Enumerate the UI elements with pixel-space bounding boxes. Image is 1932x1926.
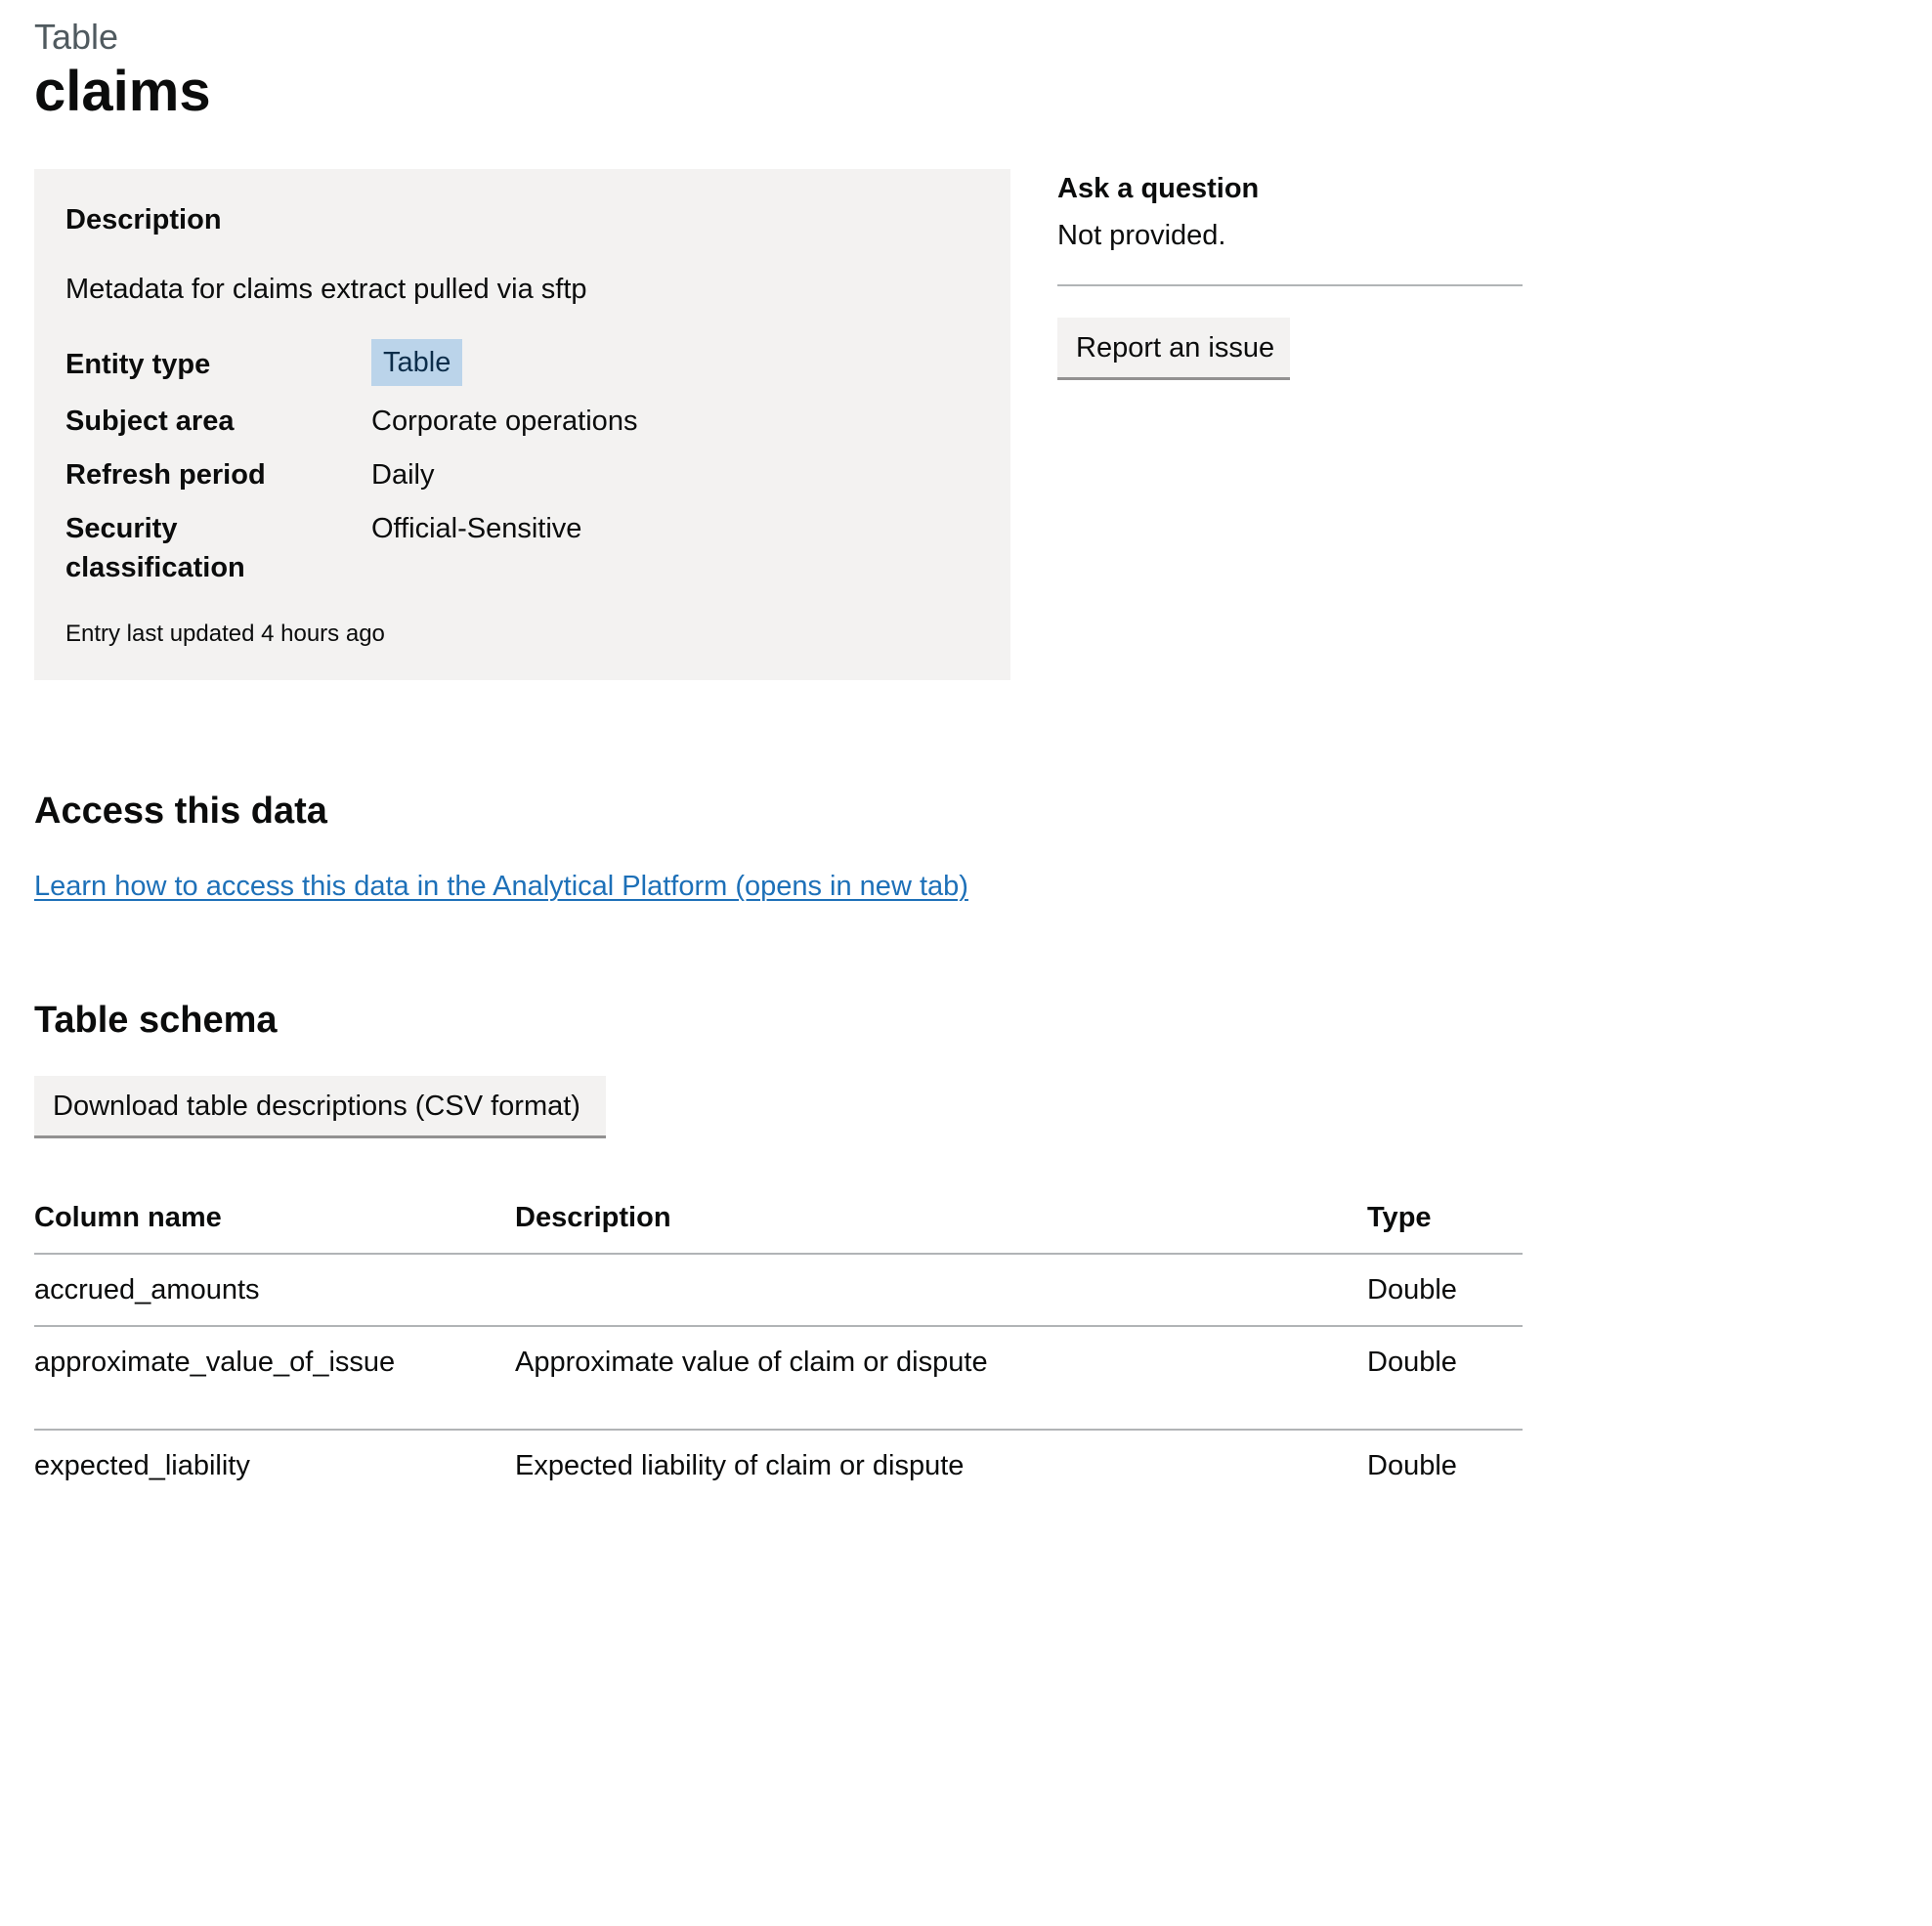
access-heading: Access this data bbox=[34, 791, 327, 832]
access-data-link[interactable]: Learn how to access this data in the Analytical Platform (opens in new tab) bbox=[34, 871, 968, 902]
cell-type: Double bbox=[1367, 1450, 1457, 1481]
download-csv-button[interactable]: Download table descriptions (CSV format) bbox=[34, 1076, 606, 1135]
sidebar-divider bbox=[1057, 284, 1523, 286]
cell-type: Double bbox=[1367, 1254, 1523, 1326]
page-caption: Table bbox=[34, 17, 119, 57]
table-row bbox=[34, 1430, 1523, 1501]
table-row bbox=[34, 1254, 1523, 1326]
meta-key: Subject area bbox=[65, 406, 235, 437]
cell-type: Double bbox=[1367, 1326, 1523, 1430]
description-text: Metadata for claims extract pulled via sftp bbox=[65, 274, 587, 305]
meta-key: Security classification bbox=[65, 513, 245, 583]
column-header-type: Type bbox=[1367, 1198, 1523, 1254]
column-header-description: Description bbox=[515, 1198, 1367, 1254]
entity-type-tag: Table bbox=[371, 339, 462, 386]
column-header-name: Column name bbox=[34, 1198, 515, 1254]
meta-key: Entity type bbox=[65, 349, 211, 380]
schema-table bbox=[34, 1198, 1523, 1501]
description-heading: Description bbox=[65, 204, 222, 235]
meta-value: Corporate operations bbox=[371, 406, 638, 437]
metadata-panel bbox=[34, 169, 1010, 680]
table-header-row bbox=[34, 1198, 1523, 1254]
meta-value bbox=[371, 345, 462, 392]
page-title: claims bbox=[34, 60, 211, 123]
schema-heading: Table schema bbox=[34, 1000, 278, 1041]
meta-key: Refresh period bbox=[65, 459, 266, 491]
report-issue-button[interactable]: Report an issue bbox=[1057, 318, 1290, 377]
cell-column-name: accrued_amounts bbox=[34, 1254, 515, 1326]
cell-column-name: expected_liability bbox=[34, 1450, 250, 1481]
cell-description: Approximate value of claim or dispute bbox=[515, 1326, 1367, 1430]
table-row bbox=[34, 1326, 1523, 1430]
ask-question-text: Not provided. bbox=[1057, 220, 1226, 251]
last-updated: Entry last updated 4 hours ago bbox=[65, 621, 385, 647]
meta-value: Daily bbox=[371, 459, 435, 491]
cell-column-name: approximate_value_of_issue bbox=[34, 1326, 515, 1430]
meta-value: Official-Sensitive bbox=[371, 513, 582, 544]
cell-description bbox=[515, 1254, 1367, 1326]
cell-description: Expected liability of claim or dispute bbox=[515, 1450, 965, 1481]
ask-question-heading: Ask a question bbox=[1057, 173, 1260, 204]
